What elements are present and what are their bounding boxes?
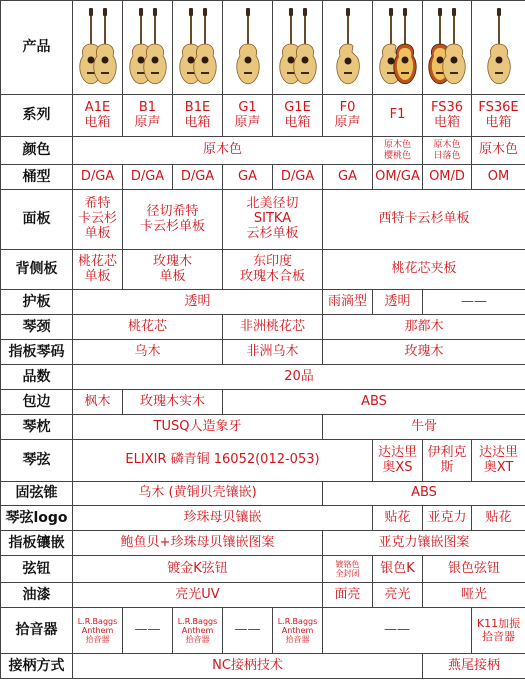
row-guard [1, 290, 525, 315]
top-cell: 北美径切 SITKA 云杉单板 [223, 190, 323, 250]
pickup-cell: K11加振 拾音器 [472, 608, 525, 654]
strings-cell: 伊利克 斯 [423, 440, 472, 482]
binding-cell: 玫瑰木实木 [123, 390, 223, 415]
row-label: 琴枕 [1, 415, 73, 440]
row-label: 琴颈 [1, 315, 73, 340]
saddle-cell: 牛骨 [323, 415, 525, 440]
pickup-cell: L.R.Baggs Anthem 拾音器 [173, 608, 223, 654]
tuners-cell: 镀金K弦钮 [73, 556, 323, 583]
row-tuners [1, 556, 525, 583]
series-cell: FS36 电箱 [423, 95, 472, 137]
series-cell: F1 [373, 95, 423, 137]
guard-cell: 透明 [73, 290, 323, 315]
logo-cell: 珍珠母贝镶嵌 [73, 506, 373, 531]
row-label: 琴弦logo [1, 506, 73, 531]
board-cell: 玫瑰木 [323, 340, 525, 365]
strings-cell: 达达里 奥XS [373, 440, 423, 482]
color-cell: 原木色 日落色 [423, 137, 472, 165]
binding-cell: ABS [223, 390, 525, 415]
series-cell: F0 原声 [323, 95, 373, 137]
body-cell: OM/D [423, 165, 472, 190]
inlay-cell: 亚克力镶嵌图案 [323, 531, 525, 556]
guitar-image [73, 1, 123, 95]
top-cell: 西特卡云杉单板 [323, 190, 525, 250]
back-cell: 桃花芯 单板 [73, 250, 123, 290]
guard-cell: 透明 [373, 290, 423, 315]
back-cell: 桃花芯夹板 [323, 250, 525, 290]
body-cell: D/GA [73, 165, 123, 190]
row-strings [1, 440, 525, 482]
row-label: 包边 [1, 390, 73, 415]
neck-cell: 桃花芯 [73, 315, 223, 340]
pickup-cell: L.R.Baggs Anthem 拾音器 [273, 608, 323, 654]
row-label: 背侧板 [1, 250, 73, 290]
strings-cell: ELIXIR 磷青铜 16052(012-053) [73, 440, 373, 482]
pickup-cell: —— [323, 608, 472, 654]
guard-cell: —— [423, 290, 525, 315]
guitar-image [123, 1, 173, 95]
joint-cell: NC接柄技术 [73, 654, 423, 679]
series-cell: B1 原声 [123, 95, 173, 137]
row-label: 护板 [1, 290, 73, 315]
logo-cell: 贴花 [373, 506, 423, 531]
row-color [1, 137, 525, 165]
row-pickup [1, 608, 525, 654]
body-cell: D/GA [273, 165, 323, 190]
row-inlay [1, 531, 525, 556]
tuners-cell: 银色弦钮 [423, 556, 525, 583]
board-cell: 乌木 [73, 340, 223, 365]
row-joint [1, 654, 525, 679]
back-cell: 玫瑰木 单板 [123, 250, 223, 290]
tuners-cell: 镀铬色 全封闭 [323, 556, 373, 583]
body-cell: GA [223, 165, 273, 190]
row-frets [1, 365, 525, 390]
series-cell: G1 原声 [223, 95, 273, 137]
row-pins [1, 482, 525, 506]
inlay-cell: 鲍鱼贝+珍珠母贝镶嵌图案 [73, 531, 323, 556]
row-saddle [1, 415, 525, 440]
row-back [1, 250, 525, 290]
row-label: 颜色 [1, 137, 73, 165]
guitar-image [472, 1, 525, 95]
binding-cell: 枫木 [73, 390, 123, 415]
row-label: 面板 [1, 190, 73, 250]
row-label: 油漆 [1, 583, 73, 608]
guitar-image [373, 1, 423, 95]
series-cell: FS36E 电箱 [472, 95, 525, 137]
back-cell: 东印度 玫瑰木合板 [223, 250, 323, 290]
saddle-cell: TUSQ人造象牙 [73, 415, 323, 440]
guitar-image [323, 1, 373, 95]
row-label: 指板镶嵌 [1, 531, 73, 556]
logo-cell: 亚克力 [423, 506, 472, 531]
body-cell: D/GA [173, 165, 223, 190]
row-label: 品数 [1, 365, 73, 390]
pins-cell: ABS [323, 482, 525, 506]
series-cell: B1E 电箱 [173, 95, 223, 137]
finish-cell: 面亮 [323, 583, 373, 608]
row-label: 拾音器 [1, 608, 73, 654]
body-cell: D/GA [123, 165, 173, 190]
body-cell: GA [323, 165, 373, 190]
pickup-cell: L.R.Baggs Anthem 拾音器 [73, 608, 123, 654]
row-label: 弦钮 [1, 556, 73, 583]
tuners-cell: 银色K [373, 556, 423, 583]
board-cell: 非洲乌木 [223, 340, 323, 365]
row-body [1, 165, 525, 190]
neck-cell: 非洲桃花芯 [223, 315, 323, 340]
row-neck [1, 315, 525, 340]
color-cell: 原木色 [73, 137, 373, 165]
body-cell: OM/GA [373, 165, 423, 190]
pickup-cell: —— [223, 608, 273, 654]
joint-cell: 燕尾接柄 [423, 654, 525, 679]
row-top [1, 190, 525, 250]
neck-cell: 那都木 [323, 315, 525, 340]
guitar-image [273, 1, 323, 95]
strings-cell: 达达里 奥XT [472, 440, 525, 482]
finish-cell: 亮光UV [73, 583, 323, 608]
row-product [1, 1, 525, 95]
finish-cell: 亮光 [373, 583, 423, 608]
row-finish [1, 583, 525, 608]
row-binding [1, 390, 525, 415]
row-series [1, 95, 525, 137]
frets-cell: 20品 [73, 365, 525, 390]
pickup-cell: —— [123, 608, 173, 654]
row-label: 桶型 [1, 165, 73, 190]
guitar-image [173, 1, 223, 95]
finish-cell: 哑光 [423, 583, 525, 608]
top-cell: 径切希特 卡云杉单板 [123, 190, 223, 250]
color-cell: 原木色 樱桃色 [373, 137, 423, 165]
row-label: 指板琴码 [1, 340, 73, 365]
body-cell: OM [472, 165, 525, 190]
guard-cell: 雨滴型 [323, 290, 373, 315]
logo-cell: 贴花 [472, 506, 525, 531]
row-board [1, 340, 525, 365]
row-label: 固弦锥 [1, 482, 73, 506]
row-label: 产品 [1, 1, 73, 95]
row-logo [1, 506, 525, 531]
row-label: 系列 [1, 95, 73, 137]
series-cell: A1E 电箱 [73, 95, 123, 137]
top-cell: 希特 卡云杉 单板 [73, 190, 123, 250]
guitar-image [223, 1, 273, 95]
guitar-image [423, 1, 472, 95]
color-cell: 原木色 [472, 137, 525, 165]
pins-cell: 乌木 (黄铜贝壳镶嵌) [73, 482, 323, 506]
row-label: 琴弦 [1, 440, 73, 482]
row-label: 接柄方式 [1, 654, 73, 679]
series-cell: G1E 电箱 [273, 95, 323, 137]
